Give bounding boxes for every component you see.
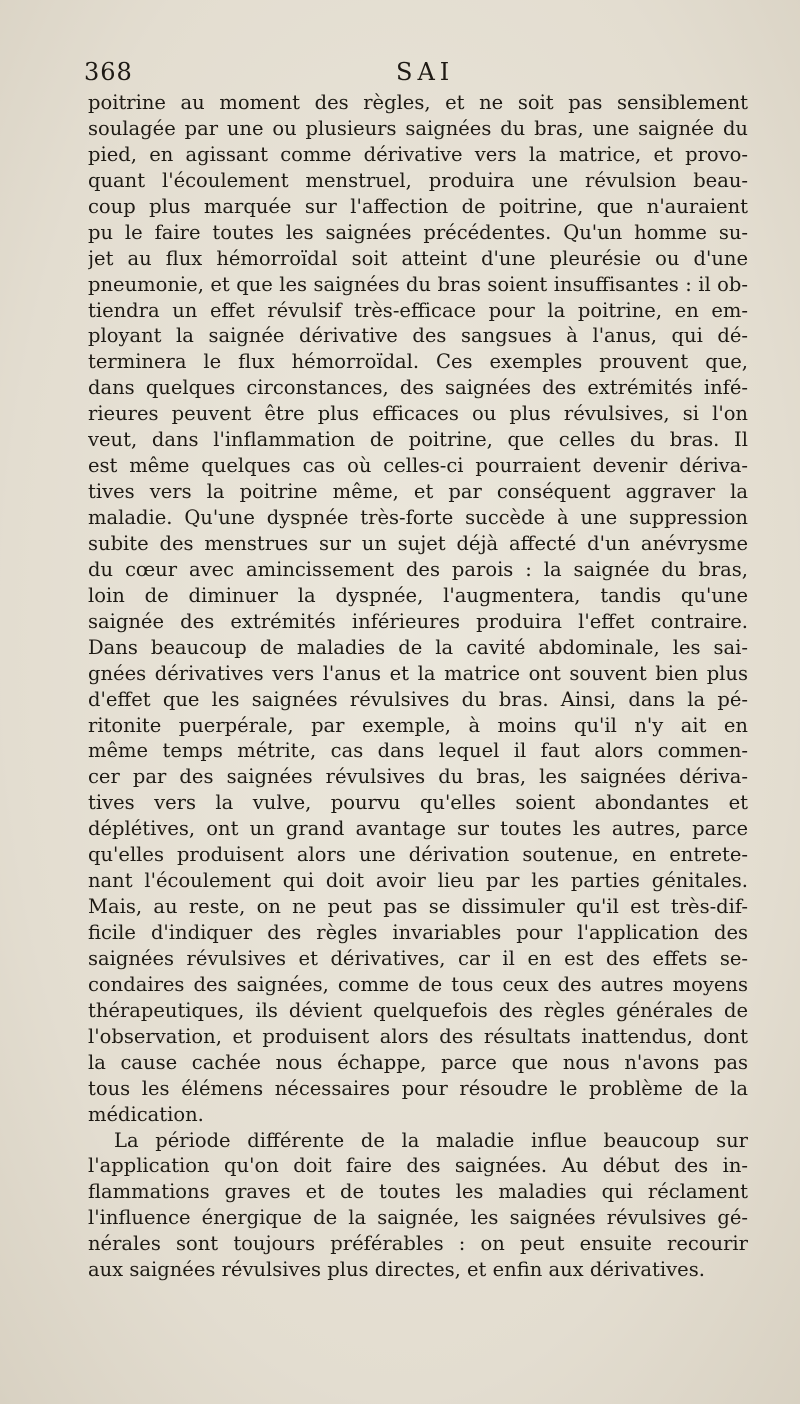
text-line: gnées dérivatives vers l'anus et la matrice ont souvent bien plus xyxy=(88,661,748,685)
text-line: est même quelques cas où celles-ci pourraient devenir dériva- xyxy=(88,454,748,478)
text-line: ritonite puerpérale, par exemple, à moins qu'il n'y ait en xyxy=(88,713,748,737)
text-line: La période différente de la maladie influe beaucoup sur xyxy=(114,1128,748,1152)
paragraph xyxy=(88,90,748,1128)
page-number: 368 xyxy=(84,58,133,86)
text-line: l'application qu'on doit faire des saignées. Au début des in- xyxy=(88,1154,748,1178)
text-line: tives vers la vulve, pourvu qu'elles soient abondantes et xyxy=(88,791,748,815)
text-line: la cause cachée nous échappe, parce que nous n'avons pas xyxy=(88,1050,748,1074)
text-line: pied, en agissant comme dérivative vers la matrice, et provo- xyxy=(88,142,748,166)
text-line: poitrine au moment des règles, et ne soit pas sensiblement xyxy=(88,91,748,114)
text-line: saignée des extrémités inférieures produira l'effet contraire. xyxy=(88,609,748,633)
text-line: Dans beaucoup de maladies de la cavité abdominale, les sai- xyxy=(88,635,748,659)
text-line: nérales sont toujours préférables : on peut ensuite recourir xyxy=(88,1232,748,1256)
text-line: du cœur avec amincissement des parois : la saignée du bras, xyxy=(88,557,748,581)
text-line: jet au flux hémorroïdal soit atteint d'une pleurésie ou d'une xyxy=(88,246,748,270)
text-line: médication. xyxy=(88,1102,204,1126)
text-line: ficile d'indiquer des règles invariables pour l'application des xyxy=(88,921,748,944)
text-line: loin de diminuer la dyspnée, l'augmentera, tandis qu'une xyxy=(88,583,748,607)
text-line: d'effet que les saignées révulsives du bras. Ainsi, dans la pé- xyxy=(88,687,748,711)
text-line: dans quelques circonstances, des saignées des extrémités infé- xyxy=(88,376,748,400)
page-header xyxy=(84,58,744,92)
text-line: rieures peuvent être plus efficaces ou plus révulsives, si l'on xyxy=(88,402,748,426)
text-line: maladie. Qu'une dyspnée très-forte succède à une suppression xyxy=(88,506,748,529)
text-line: condaires des saignées, comme de tous ceux des autres moyens xyxy=(88,972,748,996)
text-line: tiendra un effet révulsif très-efficace pour la poitrine, en em- xyxy=(88,298,748,322)
text-line: Mais, au reste, on ne peut pas se dissimuler qu'il est très-dif- xyxy=(88,895,748,919)
text-line: l'observation, et produisent alors des résultats inattendus, dont xyxy=(88,1024,748,1048)
text-line: l'influence énergique de la saignée, les saignées révulsives gé- xyxy=(88,1206,748,1230)
running-head: SAI xyxy=(396,58,455,86)
text-line: quant l'écoulement menstruel, produira une révulsion beau- xyxy=(88,168,748,192)
text-line: pneumonie, et que les saignées du bras soient insuffisantes : il ob- xyxy=(88,272,748,296)
text-line: déplétives, ont un grand avantage sur toutes les autres, parce xyxy=(88,817,748,841)
text-line: veut, dans l'inflammation de poitrine, que celles du bras. Il xyxy=(88,428,748,452)
paragraph xyxy=(88,1128,748,1284)
text-line: nant l'écoulement qui doit avoir lieu par les parties génitales. xyxy=(88,869,748,893)
text-line: ployant la saignée dérivative des sangsues à l'anus, qui dé- xyxy=(88,324,748,348)
text-line: saignées révulsives et dérivatives, car il en est des effets se- xyxy=(88,946,748,970)
text-line: terminera le flux hémorroïdal. Ces exemples prouvent que, xyxy=(88,350,748,374)
text-line: tives vers la poitrine même, et par conséquent aggraver la xyxy=(88,480,748,504)
text-line: aux saignées révulsives plus directes, et enfin aux dérivatives. xyxy=(88,1258,705,1282)
text-line: subite des menstrues sur un sujet déjà affecté d'un anévrysme xyxy=(88,531,748,555)
text-line: cer par des saignées révulsives du bras, les saignées dériva- xyxy=(88,765,748,789)
text-line: soulagée par une ou plusieurs saignées du bras, une saignée du xyxy=(88,116,748,140)
body-text xyxy=(88,90,748,1283)
text-line: qu'elles produisent alors une dérivation soutenue, en entrete- xyxy=(88,843,748,867)
text-line: tous les élémens nécessaires pour résoudre le problème de la xyxy=(88,1076,748,1100)
text-line: flammations graves et de toutes les maladies qui réclament xyxy=(88,1180,748,1204)
text-line: pu le faire toutes les saignées précédentes. Qu'un homme su- xyxy=(88,220,748,244)
text-line: coup plus marquée sur l'affection de poitrine, que n'auraient xyxy=(88,194,748,218)
text-line: même temps métrite, cas dans lequel il faut alors commen- xyxy=(88,739,748,763)
text-line: thérapeutiques, ils dévient quelquefois des règles générales de xyxy=(88,998,748,1022)
